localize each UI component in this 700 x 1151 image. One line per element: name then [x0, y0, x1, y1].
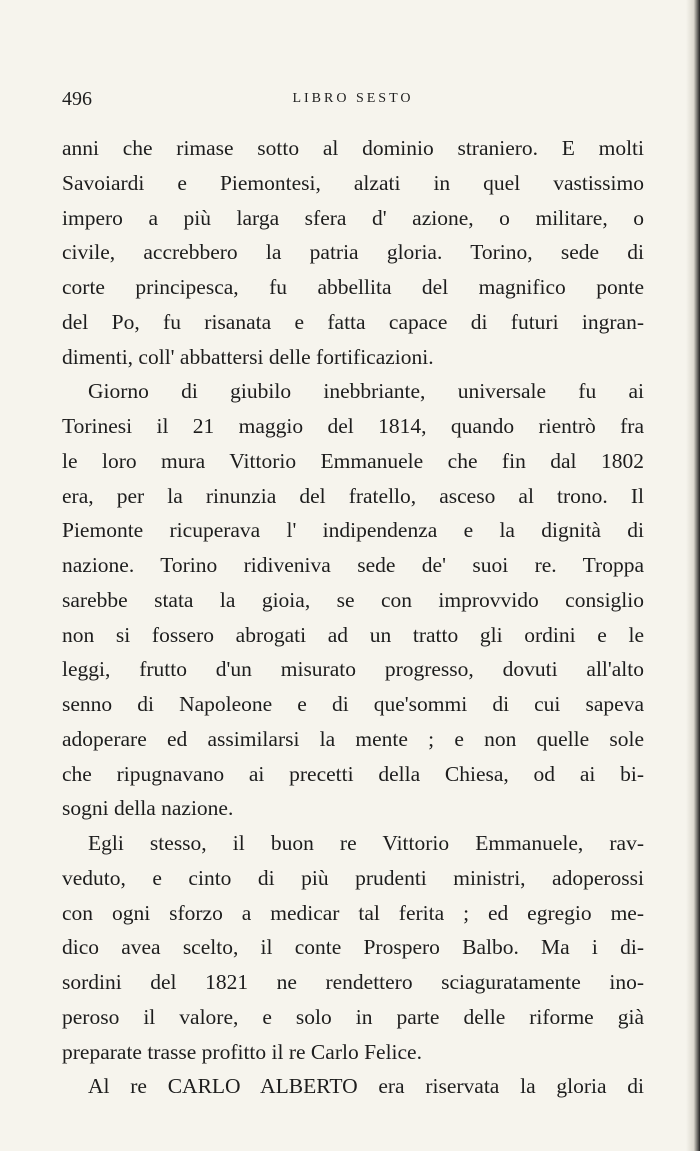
page-number: 496 [62, 88, 92, 110]
text-line: impero a più larga sfera d' azione, o militare, o [62, 205, 644, 230]
text-body [62, 131, 644, 1104]
text-line: preparate trasse profitto il re Carlo Felice. [62, 1039, 422, 1064]
text-line: con ogni sforzo a medicar tal ferita ; ed egregio me- [62, 900, 644, 925]
text-line: corte principesca, fu abbellita del magnifico ponte [62, 275, 644, 299]
page-edge-shadow [686, 0, 700, 1151]
text-line: sordini del 1821 ne rendettero sciaguratamente ino- [62, 970, 644, 994]
text-line: dico avea scelto, il conte Prospero Balbo. Ma i di- [62, 935, 644, 960]
text-line: Giorno di giubilo inebbriante, universale fu ai [88, 379, 644, 404]
text-line: leggi, frutto d'un misurato progresso, dovuti all'alto [62, 657, 644, 682]
text-line: che ripugnavano ai precetti della Chiesa, od ai bi- [62, 761, 644, 786]
text-line: Egli stesso, il buon re Vittorio Emmanuele, rav- [88, 831, 644, 855]
text-line: Al re CARLO ALBERTO era riservata la gloria di [88, 1074, 644, 1099]
text-line: veduto, e cinto di più prudenti ministri, adoperossi [62, 865, 644, 890]
text-line: non si fossero abrogati ad un tratto gli ordini e le [62, 622, 644, 647]
text-line: sarebbe stata la gioia, se con improvvido consiglio [62, 587, 644, 612]
text-line: nazione. Torino ridiveniva sede de' suoi re. Troppa [62, 553, 644, 577]
paragraph [62, 826, 644, 1069]
text-line: dimenti, coll' abbattersi delle fortificazioni. [62, 344, 434, 369]
text-line: le loro mura Vittorio Emmanuele che fin dal 1802 [62, 448, 644, 473]
text-line: civile, accrebbero la patria gloria. Torino, sede di [62, 240, 644, 265]
paragraph [62, 1069, 644, 1104]
text-line: anni che rimase sotto al dominio straniero. E molti [62, 136, 644, 160]
paragraph [62, 131, 644, 374]
text-line: del Po, fu risanata e fatta capace di futuri ingran- [62, 309, 644, 334]
text-line: Savoiardi e Piemontesi, alzati in quel vastissimo [62, 170, 644, 195]
text-line: senno di Napoleone e di que'sommi di cui sapeva [62, 692, 644, 716]
text-line: era, per la rinunzia del fratello, asceso al trono. Il [62, 483, 644, 508]
text-line: sogni della nazione. [62, 796, 234, 821]
text-line: peroso il valore, e solo in parte delle riforme già [62, 1004, 644, 1029]
text-line: adoperare ed assimilarsi la mente ; e non quelle sole [62, 726, 644, 751]
running-head [62, 88, 644, 112]
paragraph [62, 374, 644, 826]
section-title: LIBRO SESTO [292, 91, 414, 106]
text-line: Piemonte ricuperava l' indipendenza e la dignità di [62, 518, 644, 543]
text-line: Torinesi il 21 maggio del 1814, quando rientrò fra [62, 414, 644, 438]
